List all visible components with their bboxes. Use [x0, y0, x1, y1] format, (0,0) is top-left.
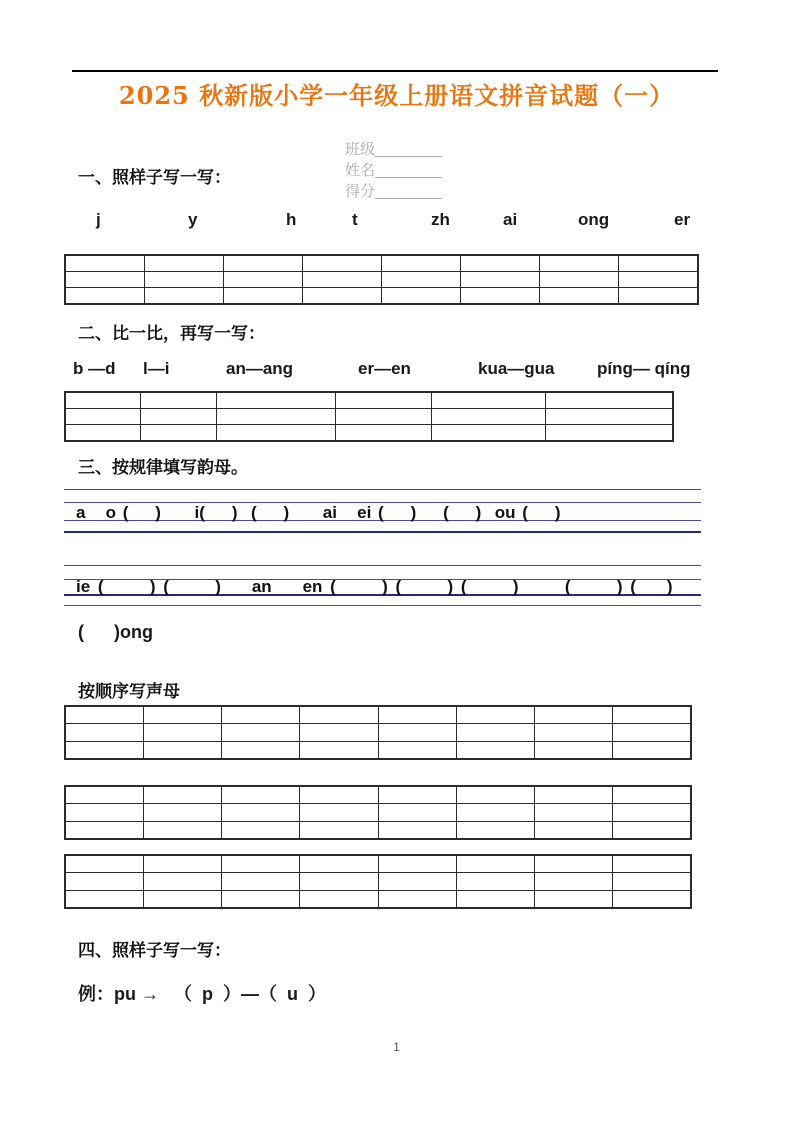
- table-cell: [143, 741, 221, 759]
- table-cell: [216, 425, 335, 442]
- table-cell: [223, 288, 302, 305]
- table-cell: [619, 288, 698, 305]
- table-cell: [65, 288, 144, 305]
- page-number: 1: [393, 1040, 400, 1054]
- table-cell: [223, 272, 302, 288]
- table-row: [65, 425, 673, 442]
- table-cell: [335, 392, 431, 409]
- table-cell: [535, 873, 613, 890]
- letter-item: zh: [431, 210, 450, 229]
- pinyin-guide-grid-2: [64, 565, 701, 606]
- class-field: 班级________: [344, 141, 442, 158]
- guide-line: [64, 605, 701, 606]
- section4-heading: 四、照样子写一写：: [78, 941, 231, 960]
- name-field: 姓名________: [344, 162, 442, 179]
- table-cell: [65, 724, 143, 741]
- table-cell: [65, 873, 143, 890]
- guide-line-thick: [64, 531, 701, 533]
- table-row: [65, 255, 698, 272]
- table-cell: [65, 741, 143, 759]
- table-cell: [65, 392, 140, 409]
- table-row: [65, 409, 673, 425]
- table-row: [65, 786, 691, 804]
- table-cell: [143, 804, 221, 821]
- table-cell: [216, 409, 335, 425]
- letter-item: t: [352, 210, 358, 229]
- table-cell: [335, 425, 431, 442]
- table-cell: [378, 804, 456, 821]
- section1-heading: 一、照样子写一写：: [78, 168, 231, 187]
- table-cell: [613, 890, 691, 908]
- table-cell: [456, 890, 534, 908]
- table-cell: [535, 706, 613, 724]
- table-cell: [378, 786, 456, 804]
- table-row: [65, 821, 691, 839]
- table-cell: [431, 409, 545, 425]
- table-cell: [613, 706, 691, 724]
- table-cell: [456, 786, 534, 804]
- pinyin-grid2-text: ie ( ) ( ) an en ( ) ( ) ( ) ( ) ( ): [76, 577, 673, 596]
- letter-item: er: [674, 210, 691, 229]
- table-row: [65, 706, 691, 724]
- table-cell: [302, 272, 381, 288]
- table-row: [65, 288, 698, 305]
- table-row: [65, 873, 691, 890]
- section1-letters-row: [68, 210, 700, 236]
- table-cell: [222, 890, 300, 908]
- table-cell: [613, 855, 691, 873]
- table-cell: [613, 873, 691, 890]
- table-cell: [540, 272, 619, 288]
- table-cell: [65, 804, 143, 821]
- table-cell: [545, 425, 673, 442]
- table-cell: [431, 392, 545, 409]
- letter-item: y: [188, 210, 198, 229]
- table-cell: [545, 392, 673, 409]
- table-cell: [456, 804, 534, 821]
- table-cell: [456, 855, 534, 873]
- table-cell: [144, 288, 223, 305]
- table-cell: [300, 786, 378, 804]
- pair-item: an—ang: [226, 359, 294, 378]
- table-cell: [382, 288, 461, 305]
- table-cell: [300, 873, 378, 890]
- table-cell: [535, 890, 613, 908]
- shengmu-table-3: [64, 854, 692, 909]
- table-cell: [535, 804, 613, 821]
- table-cell: [378, 821, 456, 839]
- letter-item: h: [286, 210, 297, 229]
- table-cell: [300, 821, 378, 839]
- table-cell: [65, 255, 144, 272]
- table-cell: [300, 741, 378, 759]
- table-cell: [300, 855, 378, 873]
- table-row: [65, 890, 691, 908]
- table-cell: [223, 255, 302, 272]
- table-cell: [540, 288, 619, 305]
- table-row: [65, 724, 691, 741]
- table-cell: [461, 288, 540, 305]
- table-cell: [143, 890, 221, 908]
- shengmu-table-1: [64, 705, 692, 760]
- table-cell: [461, 272, 540, 288]
- table-cell: [65, 272, 144, 288]
- page-title: 2025 秋新版小学一年级上册语文拼音试题（一）: [118, 81, 675, 110]
- table-cell: [535, 855, 613, 873]
- table-cell: [222, 873, 300, 890]
- table-cell: [216, 392, 335, 409]
- table-cell: [378, 890, 456, 908]
- table-cell: [613, 821, 691, 839]
- pair-item: píng— qíng: [597, 359, 691, 378]
- shengmu-table-2: [64, 785, 692, 840]
- table-cell: [378, 855, 456, 873]
- table-cell: [300, 724, 378, 741]
- letter-item: j: [96, 210, 101, 229]
- section4-example: 例：pu → （ p ）—（ u ）: [78, 984, 326, 1004]
- section1-writing-table: [64, 254, 699, 305]
- table-cell: [535, 724, 613, 741]
- table-cell: [222, 804, 300, 821]
- table-cell: [222, 724, 300, 741]
- table-cell: [456, 724, 534, 741]
- section2-heading: 二、比一比，再写一写：: [78, 324, 265, 343]
- section2-writing-table: [64, 391, 674, 442]
- table-cell: [65, 706, 143, 724]
- pinyin-grid1-text: a o ( ) i( ) ( ) ai ei ( ) ( ) ou ( ): [76, 503, 561, 522]
- letter-item: ong: [578, 210, 610, 229]
- header-divider-line: [72, 70, 718, 72]
- table-cell: [378, 724, 456, 741]
- table-cell: [65, 425, 140, 442]
- table-cell: [300, 706, 378, 724]
- ong-fill-blank: ( )ong: [78, 622, 153, 642]
- table-cell: [461, 255, 540, 272]
- table-cell: [613, 804, 691, 821]
- table-cell: [619, 272, 698, 288]
- table-cell: [613, 786, 691, 804]
- table-cell: [65, 821, 143, 839]
- table-row: [65, 804, 691, 821]
- table-cell: [143, 873, 221, 890]
- pinyin-guide-grid-1: [64, 489, 701, 532]
- table-cell: [222, 741, 300, 759]
- table-cell: [378, 706, 456, 724]
- table-cell: [535, 821, 613, 839]
- table-cell: [378, 741, 456, 759]
- table-cell: [535, 786, 613, 804]
- pair-item: l—i: [143, 359, 170, 378]
- table-row: [65, 855, 691, 873]
- table-cell: [140, 392, 216, 409]
- table-cell: [143, 706, 221, 724]
- table-cell: [613, 724, 691, 741]
- table-row: [65, 741, 691, 759]
- letter-item: ai: [503, 210, 518, 229]
- table-cell: [335, 409, 431, 425]
- table-cell: [65, 890, 143, 908]
- table-cell: [302, 255, 381, 272]
- table-cell: [378, 873, 456, 890]
- table-cell: [619, 255, 698, 272]
- table-cell: [222, 821, 300, 839]
- table-cell: [300, 804, 378, 821]
- table-cell: [431, 425, 545, 442]
- guide-line: [64, 489, 701, 490]
- table-cell: [144, 255, 223, 272]
- pair-item: er—en: [358, 359, 411, 378]
- table-cell: [545, 409, 673, 425]
- pair-item: b —d: [73, 359, 116, 378]
- table-row: [65, 272, 698, 288]
- table-cell: [143, 724, 221, 741]
- shengmu-heading: 按顺序写声母: [78, 682, 180, 701]
- table-cell: [144, 272, 223, 288]
- table-cell: [65, 409, 140, 425]
- table-cell: [613, 741, 691, 759]
- table-cell: [143, 786, 221, 804]
- table-cell: [302, 288, 381, 305]
- table-cell: [65, 786, 143, 804]
- table-cell: [65, 855, 143, 873]
- guide-line: [64, 565, 701, 566]
- table-cell: [140, 409, 216, 425]
- section3-heading: 三、按规律填写韵母。: [78, 458, 248, 477]
- score-field: 得分________: [344, 183, 442, 200]
- section2-pairs-row: [68, 359, 708, 385]
- table-cell: [540, 255, 619, 272]
- table-cell: [222, 855, 300, 873]
- table-cell: [456, 821, 534, 839]
- table-cell: [300, 890, 378, 908]
- table-cell: [456, 873, 534, 890]
- table-cell: [382, 272, 461, 288]
- table-cell: [382, 255, 461, 272]
- table-cell: [535, 741, 613, 759]
- table-cell: [222, 786, 300, 804]
- table-cell: [222, 706, 300, 724]
- table-cell: [456, 706, 534, 724]
- table-cell: [456, 741, 534, 759]
- table-cell: [143, 855, 221, 873]
- table-cell: [140, 425, 216, 442]
- table-cell: [143, 821, 221, 839]
- pair-item: kua—gua: [478, 359, 555, 378]
- table-row: [65, 392, 673, 409]
